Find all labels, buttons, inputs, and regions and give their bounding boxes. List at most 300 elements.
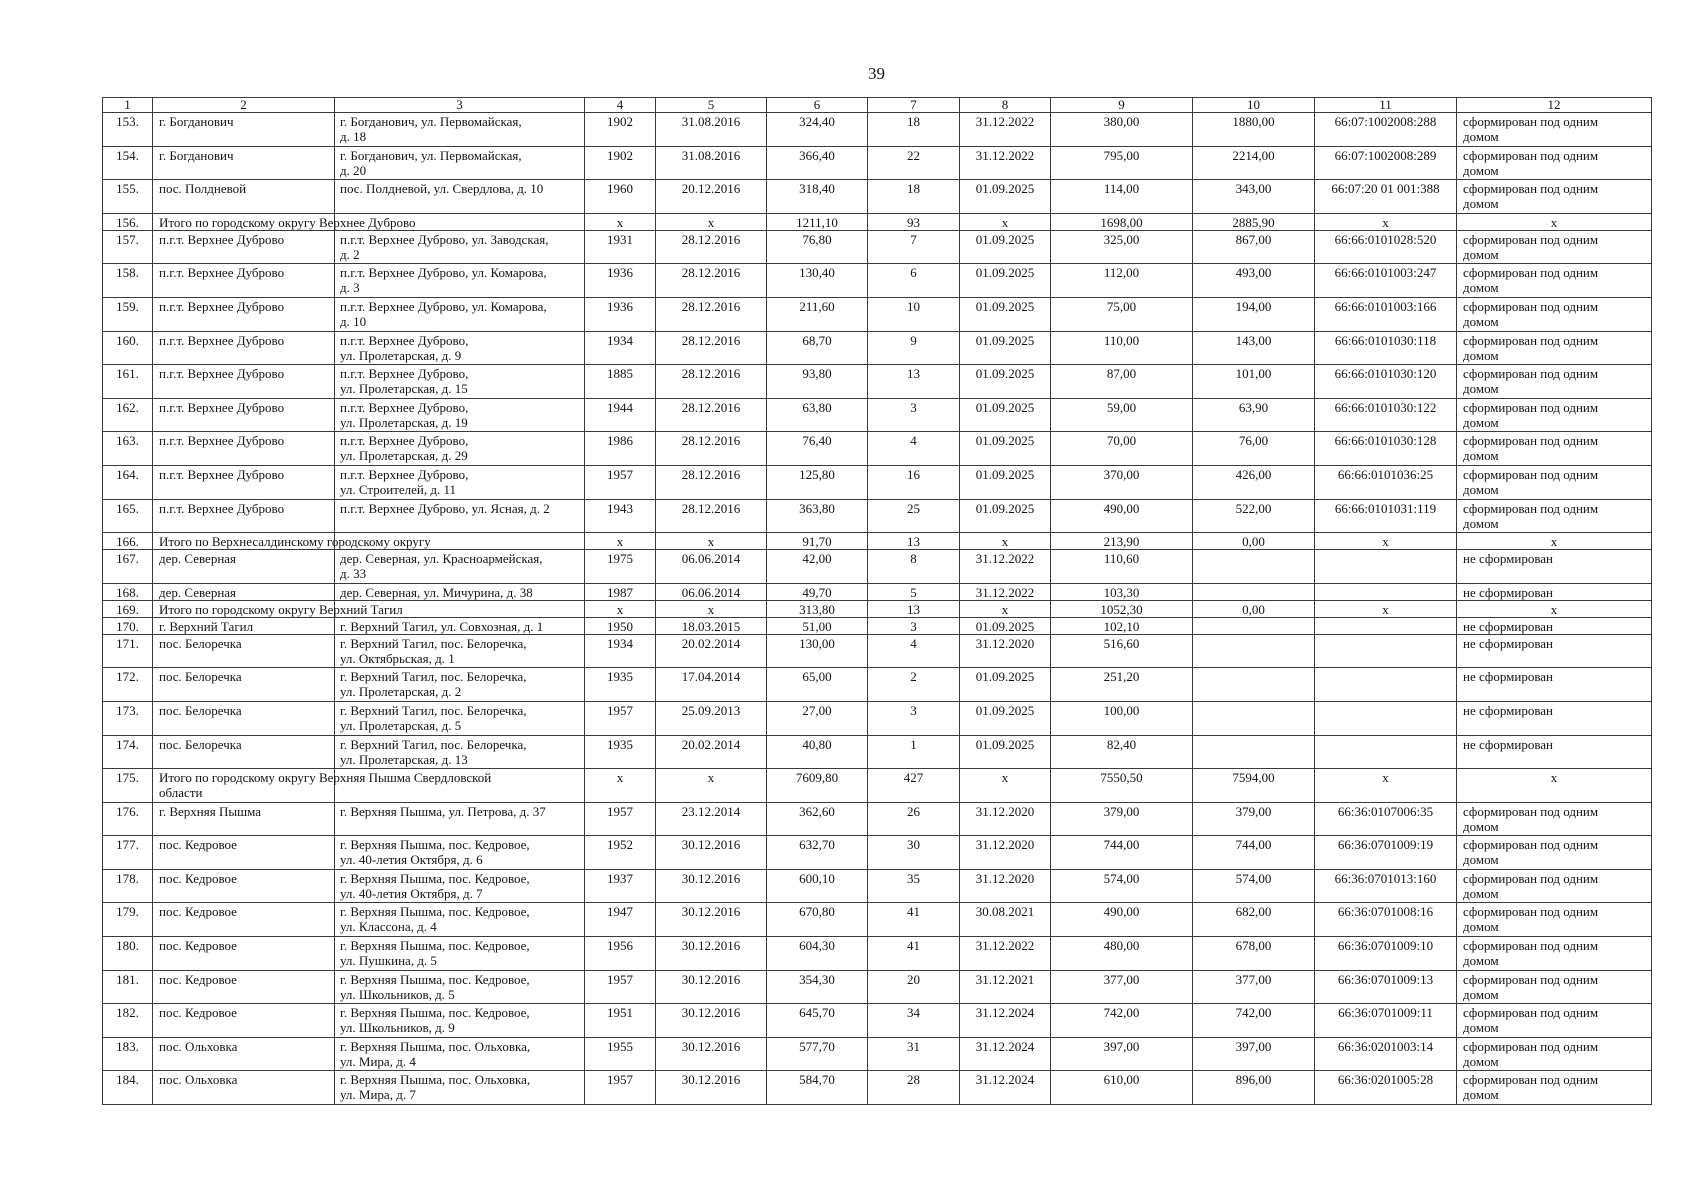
table-cell-c10: 343,00 [1193,180,1315,214]
table-cell-c6: 76,80 [767,230,868,264]
table-cell-c1: 172. [103,668,153,702]
table-cell-c4: 1986 [585,432,656,466]
table-cell-c5: 31.08.2016 [656,113,767,147]
table-cell-c9: 251,20 [1051,668,1193,702]
table-cell-c2: п.г.т. Верхнее Дуброво [153,465,335,499]
table-cell-c6: 91,70 [767,533,868,550]
table-cell-c1: 161. [103,365,153,399]
table-cell-c8: 31.12.2024 [960,1004,1051,1038]
table-cell-c10: 682,00 [1193,903,1315,937]
table-cell-c5: 28.12.2016 [656,465,767,499]
table-cell-c3: г. Верхняя Пышма, пос. Кедровое, ул. Классона, д. 4 [335,903,585,937]
table-cell-c4: x [585,769,656,803]
table-cell-c8: 01.09.2025 [960,180,1051,214]
table-cell-c11: x [1315,533,1457,550]
table-cell-c10: 377,00 [1193,970,1315,1004]
table-cell-c11 [1315,583,1457,600]
table-cell-c10 [1193,583,1315,600]
table-cell-c9: 742,00 [1051,1004,1193,1038]
table-cell-c3: дер. Северная, ул. Мичурина, д. 38 [335,583,585,600]
table-cell-c2: пос. Кедровое [153,869,335,903]
table-cell-c12 [1457,583,1652,600]
table-cell-c10: 101,00 [1193,365,1315,399]
table-cell-c5: 30.12.2016 [656,1071,767,1105]
table-cell-c11: 66:36:0107006:35 [1315,802,1457,836]
table-row [103,836,1652,870]
column-header-2: 2 [153,98,335,113]
table-cell-c6: 1211,10 [767,213,868,230]
table-cell-c3: г. Верхняя Пышма, пос. Кедровое, ул. 40-летия Октября, д. 6 [335,836,585,870]
table-cell-c3: г. Верхний Тагил, пос. Белоречка, ул. Пролетарская, д. 5 [335,701,585,735]
table-cell-c8: 31.12.2022 [960,583,1051,600]
table-row [103,802,1652,836]
summary-row [103,600,1652,617]
table-cell-c6: 600,10 [767,869,868,903]
status-text: сформирован под одним домом [1463,399,1599,430]
table-cell-c12 [1457,432,1652,466]
table-cell-c3: п.г.т. Верхнее Дуброво, ул. Строителей, д. 11 [335,465,585,499]
table-cell-c10: 742,00 [1193,1004,1315,1038]
table-cell-c3: г. Верхняя Пышма, пос. Ольховка, ул. Мира, д. 7 [335,1071,585,1105]
table-cell-c7: 16 [868,465,960,499]
table-cell-c6: 63,80 [767,398,868,432]
table-cell-c6: 577,70 [767,1037,868,1071]
table-row [103,398,1652,432]
status-text: сформирован под одним домом [1463,231,1599,262]
table-cell-c11 [1315,550,1457,584]
table-cell-c9: 87,00 [1051,365,1193,399]
table-cell-c3: г. Верхняя Пышма, пос. Ольховка, ул. Мира, д. 4 [335,1037,585,1071]
table-cell-c10: 744,00 [1193,836,1315,870]
registry-table [102,97,1652,1105]
table-cell-c6: 27,00 [767,701,868,735]
table-cell-c5: 06.06.2014 [656,583,767,600]
table-cell-c8: 01.09.2025 [960,668,1051,702]
table-cell-c7: 13 [868,533,960,550]
status-text: сформирован под одним домом [1463,1038,1599,1069]
table-cell-c12 [1457,550,1652,584]
table-cell-c9: 370,00 [1051,465,1193,499]
table-cell-c10: 0,00 [1193,600,1315,617]
table-cell-c8: 01.09.2025 [960,331,1051,365]
table-cell-c12 [1457,146,1652,180]
table-cell-c8: 01.09.2025 [960,398,1051,432]
table-cell-c2: пос. Белоречка [153,634,335,668]
status-text: сформирован под одним домом [1463,298,1599,329]
table-cell-c9: 490,00 [1051,499,1193,533]
table-cell-c2: п.г.т. Верхнее Дуброво [153,230,335,264]
table-cell-c2: пос. Кедровое [153,836,335,870]
table-cell-c9: 59,00 [1051,398,1193,432]
table-cell-c7: 6 [868,264,960,298]
table-cell-c11: x [1315,213,1457,230]
table-cell-c7: 427 [868,769,960,803]
table-cell-c11: 66:66:0101030:122 [1315,398,1457,432]
table-cell-c3: г. Верхний Тагил, пос. Белоречка, ул. Пролетарская, д. 13 [335,735,585,769]
table-cell-c11: 66:66:0101036:25 [1315,465,1457,499]
table-cell-c9: 325,00 [1051,230,1193,264]
table-cell-c11 [1315,701,1457,735]
table-cell-c8: x [960,213,1051,230]
table-cell-c12: x [1457,533,1652,550]
table-cell-c3: г. Верхняя Пышма, ул. Петрова, д. 37 [335,802,585,836]
table-cell-c5: 31.08.2016 [656,146,767,180]
table-row [103,937,1652,971]
table-cell-c7: 13 [868,365,960,399]
table-cell-c2: пос. Белоречка [153,668,335,702]
table-cell-c3: дер. Северная, ул. Красноармейская, д. 33 [335,550,585,584]
table-cell-c1: 183. [103,1037,153,1071]
table-cell-c3: п.г.т. Верхнее Дуброво, ул. Заводская, д. 2 [335,230,585,264]
table-cell-c1: 168. [103,583,153,600]
table-cell-c5: 30.12.2016 [656,1037,767,1071]
table-cell-c9: 75,00 [1051,297,1193,331]
table-cell-c3: г. Верхняя Пышма, пос. Кедровое, ул. 40-летия Октября, д. 7 [335,869,585,903]
table-cell-c8: 01.09.2025 [960,297,1051,331]
table-cell-c10: 143,00 [1193,331,1315,365]
table-cell-c12 [1457,970,1652,1004]
status-text: сформирован под одним домом [1463,433,1599,464]
table-cell-c2: г. Богданович [153,113,335,147]
table-cell-c9: 112,00 [1051,264,1193,298]
table-cell-c1: 170. [103,617,153,634]
table-cell-c11: 66:36:0201003:14 [1315,1037,1457,1071]
table-cell-c5: 28.12.2016 [656,398,767,432]
table-cell-c12 [1457,499,1652,533]
table-cell-c6: 49,70 [767,583,868,600]
table-cell-c3: пос. Полдневой, ул. Свердлова, д. 10 [335,180,585,214]
table-cell-c5: 28.12.2016 [656,297,767,331]
table-cell-c7: 5 [868,583,960,600]
table-cell-c7: 30 [868,836,960,870]
summary-label: Итого по городскому округу Верхний Тагил [159,601,403,617]
table-cell-c8: x [960,769,1051,803]
table-cell-c5: x [656,769,767,803]
column-header-11: 11 [1315,98,1457,113]
table-cell-c3: г. Верхний Тагил, пос. Белоречка, ул. Октябрьская, д. 1 [335,634,585,668]
table-cell-c5: x [656,213,767,230]
table-cell-c3: г. Верхняя Пышма, пос. Кедровое, ул. Пушкина, д. 5 [335,937,585,971]
table-cell-c12 [1457,836,1652,870]
table-cell-c1: 182. [103,1004,153,1038]
table-row [103,113,1652,147]
table-cell-c1: 162. [103,398,153,432]
table-cell-c11: 66:36:0701008:16 [1315,903,1457,937]
table-cell-c7: 4 [868,432,960,466]
table-cell-c11: x [1315,769,1457,803]
table-cell-c2: г. Верхний Тагил [153,617,335,634]
table-cell-c8: 01.09.2025 [960,465,1051,499]
table-cell-c7: 3 [868,701,960,735]
status-text: сформирован под одним домом [1463,114,1599,144]
table-cell-c1: 158. [103,264,153,298]
column-header-10: 10 [1193,98,1315,113]
table-cell-c4: 1951 [585,1004,656,1038]
table-cell-c6: 366,40 [767,146,868,180]
table-cell-c8: 31.12.2022 [960,113,1051,147]
table-cell-c6: 670,80 [767,903,868,937]
table-cell-c11: 66:66:0101028:520 [1315,230,1457,264]
table-cell-c1: 180. [103,937,153,971]
table-row [103,331,1652,365]
table-cell-c12 [1457,634,1652,668]
status-text: сформирован под одним домом [1463,938,1599,969]
table-cell-c6: 632,70 [767,836,868,870]
table-cell-c6: 354,30 [767,970,868,1004]
table-cell-c10: 194,00 [1193,297,1315,331]
table-cell-c12 [1457,802,1652,836]
table-cell-c5: 30.12.2016 [656,937,767,971]
table-cell-c9: 397,00 [1051,1037,1193,1071]
status-text: сформирован под одним домом [1463,366,1599,397]
table-cell-c11: 66:66:0101031:119 [1315,499,1457,533]
table-cell-c3: п.г.т. Верхнее Дуброво, ул. Пролетарская, д. 9 [335,331,585,365]
table-cell-c7: 3 [868,398,960,432]
table-cell-c4: 1957 [585,465,656,499]
table-cell-c6: 51,00 [767,617,868,634]
table-cell-c5: 28.12.2016 [656,230,767,264]
table-cell-c9: 610,00 [1051,1071,1193,1105]
table-cell-c12 [1457,937,1652,971]
table-cell-c12: x [1457,213,1652,230]
table-cell-c12 [1457,735,1652,769]
table-cell-c1: 171. [103,634,153,668]
status-text: не сформирован [1463,736,1554,752]
table-cell-c9: 516,60 [1051,634,1193,668]
table-cell-c1: 181. [103,970,153,1004]
table-cell-c10: 867,00 [1193,230,1315,264]
table-cell-c1: 169. [103,600,153,617]
table-cell-c11: 66:07:20 01 001:388 [1315,180,1457,214]
table-cell-c2: пос. Белоречка [153,701,335,735]
table-cell-c10: 2885,90 [1193,213,1315,230]
table-cell-c12 [1457,264,1652,298]
table-cell-c8: 31.12.2022 [960,937,1051,971]
table-cell-c7: 93 [868,213,960,230]
table-row [103,499,1652,533]
table-cell-c8: 31.12.2024 [960,1071,1051,1105]
table-cell-c6: 363,80 [767,499,868,533]
table-cell-c12 [1457,1071,1652,1105]
table-row [103,465,1652,499]
table-cell-c2: пос. Кедровое [153,903,335,937]
table-cell-c8: 31.12.2021 [960,970,1051,1004]
table-cell-c8: 01.09.2025 [960,230,1051,264]
table-cell-c9: 377,00 [1051,970,1193,1004]
status-text: сформирован под одним домом [1463,971,1599,1002]
summary-label: Итого по Верхнесалдинскому городскому округу [159,534,431,550]
table-cell-c4: x [585,533,656,550]
table-cell-c9: 1698,00 [1051,213,1193,230]
table-cell-c2: п.г.т. Верхнее Дуброво [153,499,335,533]
table-cell-c8: 01.09.2025 [960,365,1051,399]
table-cell-c8: 01.09.2025 [960,701,1051,735]
table-cell-c3: п.г.т. Верхнее Дуброво, ул. Пролетарская, д. 15 [335,365,585,399]
table-cell-c9: 110,00 [1051,331,1193,365]
table-cell-c3: г. Верхняя Пышма, пос. Кедровое, ул. Школьников, д. 5 [335,970,585,1004]
summary-label-cell [153,769,585,803]
table-cell-c1: 184. [103,1071,153,1105]
table-cell-c9: 103,30 [1051,583,1193,600]
table-cell-c5: x [656,533,767,550]
status-text: не сформирован [1463,551,1554,567]
column-header-6: 6 [767,98,868,113]
table-row [103,701,1652,735]
summary-row [103,533,1652,550]
page-number: 39 [868,64,885,83]
table-cell-c5: 30.12.2016 [656,1004,767,1038]
table-cell-c7: 34 [868,1004,960,1038]
table-cell-c5: 20.02.2014 [656,634,767,668]
table-cell-c1: 174. [103,735,153,769]
table-cell-c6: 130,00 [767,634,868,668]
status-text: не сформирован [1463,635,1554,651]
table-cell-c1: 164. [103,465,153,499]
table-cell-c2: п.г.т. Верхнее Дуброво [153,264,335,298]
table-cell-c3: г. Верхний Тагил, ул. Совхозная, д. 1 [335,617,585,634]
table-cell-c5: 17.04.2014 [656,668,767,702]
table-cell-c1: 166. [103,533,153,550]
table-cell-c6: 324,40 [767,113,868,147]
table-cell-c7: 18 [868,180,960,214]
table-cell-c2: пос. Ольховка [153,1071,335,1105]
table-cell-c6: 42,00 [767,550,868,584]
status-text: сформирован под одним домом [1463,466,1599,497]
table-cell-c10 [1193,701,1315,735]
table-cell-c6: 93,80 [767,365,868,399]
table-row [103,869,1652,903]
table-cell-c12 [1457,230,1652,264]
table-cell-c10: 397,00 [1193,1037,1315,1071]
table-cell-c4: 1902 [585,146,656,180]
table-cell-c9: 114,00 [1051,180,1193,214]
table-row [103,365,1652,399]
table-cell-c12 [1457,398,1652,432]
table-cell-c6: 40,80 [767,735,868,769]
table-cell-c4: 1957 [585,1071,656,1105]
status-text: не сформирован [1463,618,1554,634]
table-cell-c6: 130,40 [767,264,868,298]
table-cell-c12 [1457,1004,1652,1038]
column-header-1: 1 [103,98,153,113]
table-cell-c1: 177. [103,836,153,870]
table-cell-c10 [1193,668,1315,702]
table-cell-c4: 1902 [585,113,656,147]
table-cell-c10: 7594,00 [1193,769,1315,803]
table-cell-c3: п.г.т. Верхнее Дуброво, ул. Комарова, д. 10 [335,297,585,331]
status-text: сформирован под одним домом [1463,904,1599,935]
table-cell-c1: 178. [103,869,153,903]
table-cell-c11: 66:66:0101030:128 [1315,432,1457,466]
table-cell-c4: 1975 [585,550,656,584]
table-cell-c10 [1193,634,1315,668]
table-cell-c7: 8 [868,550,960,584]
table-cell-c12 [1457,617,1652,634]
status-text: сформирован под одним домом [1463,500,1599,531]
table-cell-c5: 30.12.2016 [656,869,767,903]
table-cell-c7: 28 [868,1071,960,1105]
table-cell-c2: п.г.т. Верхнее Дуброво [153,331,335,365]
table-cell-c1: 167. [103,550,153,584]
table-cell-c4: 1943 [585,499,656,533]
summary-row [103,769,1652,803]
table-cell-c11: 66:36:0701009:11 [1315,1004,1457,1038]
table-row [103,230,1652,264]
table-cell-c7: 3 [868,617,960,634]
table-cell-c7: 22 [868,146,960,180]
table-cell-c3: п.г.т. Верхнее Дуброво, ул. Ясная, д. 2 [335,499,585,533]
table-cell-c7: 25 [868,499,960,533]
summary-label: Итого по городскому округу Верхняя Пышма Свердловской области [159,770,492,801]
table-cell-c3: г. Богданович, ул. Первомайская, д. 18 [335,113,585,147]
table-cell-c4: 1957 [585,701,656,735]
table-cell-c9: 70,00 [1051,432,1193,466]
table-cell-c8: x [960,600,1051,617]
table-cell-c8: 01.09.2025 [960,735,1051,769]
table-cell-c7: 7 [868,230,960,264]
table-cell-c12 [1457,180,1652,214]
table-cell-c12 [1457,297,1652,331]
table-cell-c6: 125,80 [767,465,868,499]
table-cell-c6: 68,70 [767,331,868,365]
table-cell-c2: пос. Кедровое [153,1004,335,1038]
table-cell-c12 [1457,869,1652,903]
table-cell-c5: 18.03.2015 [656,617,767,634]
table-cell-c4: 1936 [585,297,656,331]
table-cell-c5: x [656,600,767,617]
table-cell-c12 [1457,331,1652,365]
table-row [103,668,1652,702]
table-cell-c3: п.г.т. Верхнее Дуброво, ул. Пролетарская, д. 29 [335,432,585,466]
table-cell-c7: 31 [868,1037,960,1071]
table-cell-c1: 176. [103,802,153,836]
status-text: не сформирован [1463,669,1554,685]
table-cell-c4: 1944 [585,398,656,432]
table-cell-c11: 66:66:0101030:118 [1315,331,1457,365]
table-cell-c2: п.г.т. Верхнее Дуброво [153,365,335,399]
table-row [103,550,1652,584]
table-cell-c11 [1315,617,1457,634]
column-header-4: 4 [585,98,656,113]
table-cell-c4: 1931 [585,230,656,264]
table-cell-c4: 1950 [585,617,656,634]
table-cell-c10: 379,00 [1193,802,1315,836]
table-cell-c7: 2 [868,668,960,702]
table-cell-c7: 13 [868,600,960,617]
table-cell-c8: 30.08.2021 [960,903,1051,937]
table-cell-c1: 159. [103,297,153,331]
table-cell-c11: 66:36:0701009:19 [1315,836,1457,870]
column-header-3: 3 [335,98,585,113]
table-cell-c12 [1457,113,1652,147]
table-cell-c1: 153. [103,113,153,147]
table-cell-c12 [1457,1037,1652,1071]
table-cell-c4: 1955 [585,1037,656,1071]
table-cell-c5: 20.02.2014 [656,735,767,769]
table-cell-c3: г. Богданович, ул. Первомайская, д. 20 [335,146,585,180]
table-cell-c12 [1457,903,1652,937]
table-cell-c1: 173. [103,701,153,735]
table-cell-c6: 76,40 [767,432,868,466]
table-cell-c5: 30.12.2016 [656,836,767,870]
table-cell-c9: 379,00 [1051,802,1193,836]
table-cell-c12 [1457,365,1652,399]
table-cell-c10: 678,00 [1193,937,1315,971]
table-cell-c4: 1935 [585,735,656,769]
table-cell-c6: 318,40 [767,180,868,214]
table-cell-c1: 155. [103,180,153,214]
summary-row [103,213,1652,230]
